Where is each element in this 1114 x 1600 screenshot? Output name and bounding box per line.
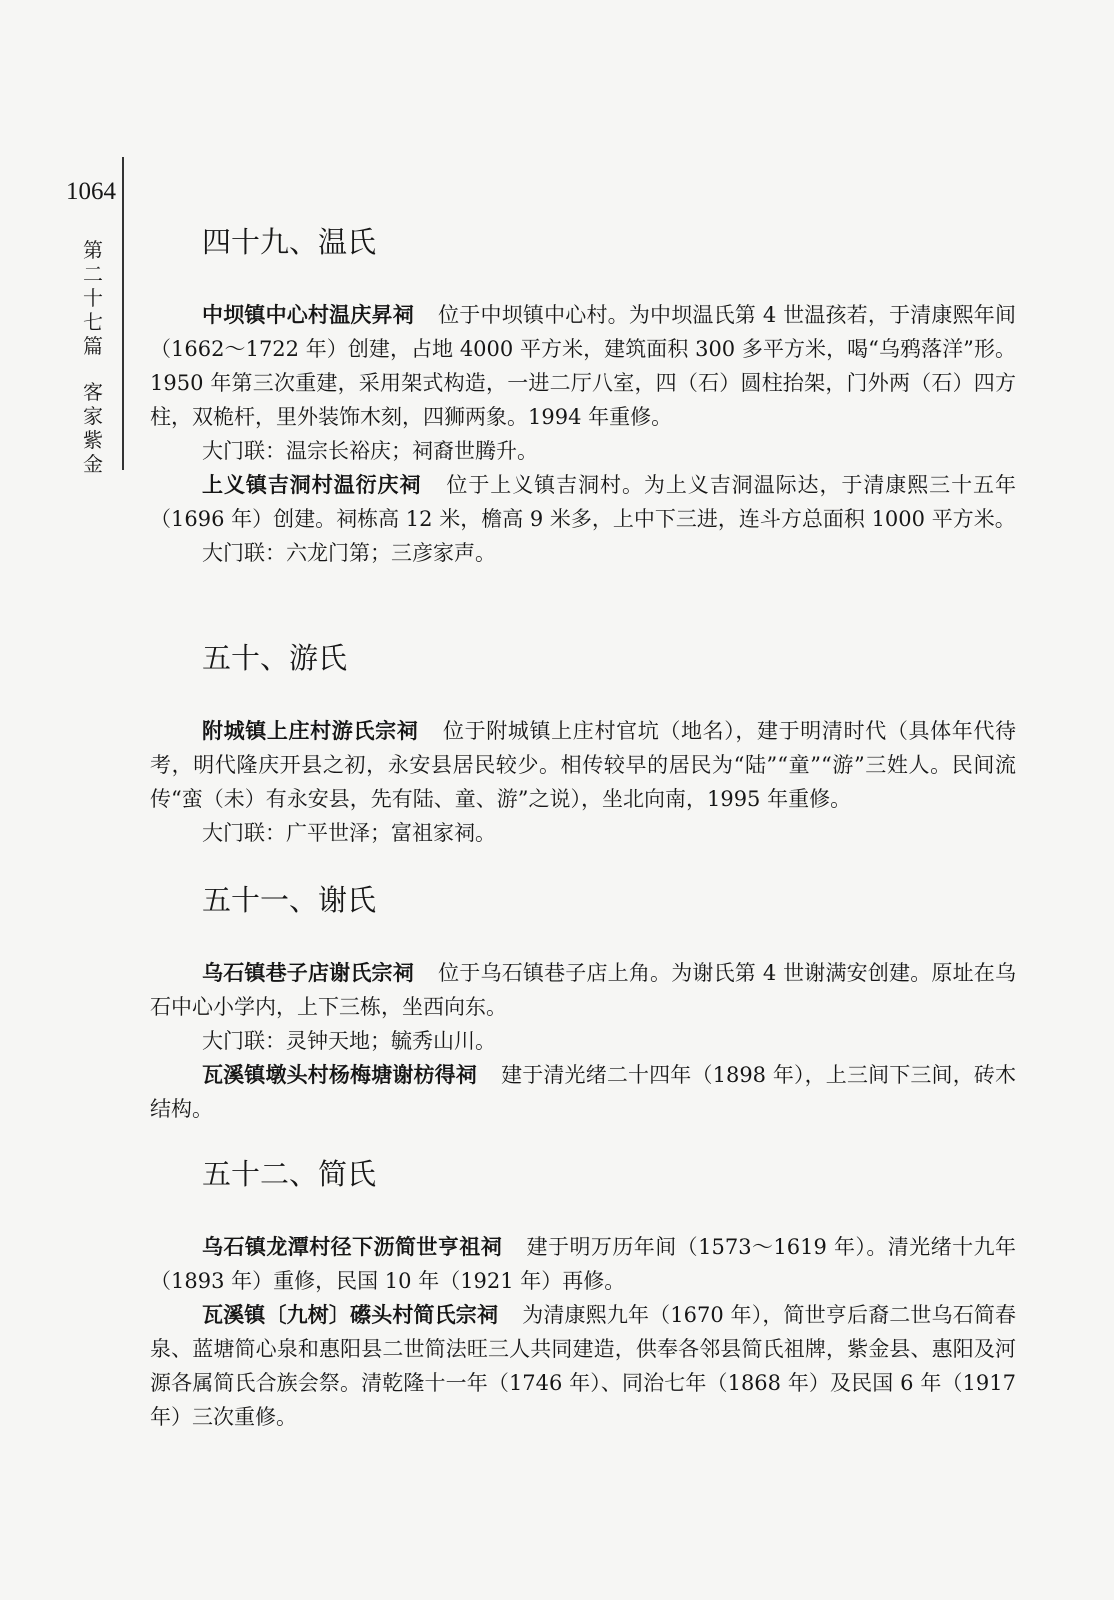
section-heading: 五十、游氏 xyxy=(202,641,348,675)
running-head-char: 十 xyxy=(83,286,103,310)
section-you xyxy=(150,638,1016,850)
entry-text: 位于附城镇上庄村官坑（地名），建于明清时代（具体年代待考，明代隆庆开县之初，永安县居民较少。相传较早的居民为“陆”“童”“游”三姓人。民间流传“蛮（未）有永安县，先有陆、童、游”之说），坐北向南，1995 年重修。 xyxy=(150,719,1017,811)
margin-rule xyxy=(122,157,124,470)
entry-text: 为清康熙九年（1670 年），简世亨后裔二世乌石简春泉、蓝塘简心泉和惠阳县二世简法旺三人共同建造，供奉各邻县简氏祖牌，紫金县、惠阳及河源各属简氏合族会祭。清乾隆十一年（1746 年）、同治七年（1868 年）及民国 6 年（1917 年）三次重修。 xyxy=(150,1303,1016,1429)
running-head-char: 第 xyxy=(83,238,103,262)
entry-name: 瓦溪镇墩头村杨梅塘谢枋得祠 xyxy=(202,1063,477,1087)
entry-name: 瓦溪镇〔九树〕礤头村简氏宗祠 xyxy=(202,1303,499,1327)
entry-text: 建于清光绪二十四年（1898 年），上三间下三间，砖木结构。 xyxy=(150,1063,1017,1121)
running-head-char: 二 xyxy=(83,262,103,286)
entry-text: 位于乌石镇巷子店上角。为谢氏第 4 世谢满安创建。原址在乌石中心小学内，上下三栋，坐西向东。 xyxy=(150,961,1016,1019)
entry-paragraph xyxy=(150,298,1016,434)
entry-name: 乌石镇巷子店谢氏宗祠 xyxy=(202,961,414,985)
section-heading: 五十一、谢氏 xyxy=(202,883,377,917)
entry-couplet: 大门联：广平世泽；富祖家祠。 xyxy=(202,821,496,845)
section-heading: 五十二、简氏 xyxy=(202,1157,377,1191)
entry-paragraph xyxy=(150,468,1016,536)
entry-text: 位于上义镇吉洞村。为上义吉洞温际达，于清康熙三十五年（1696 年）创建。祠栋高 12 米，檐高 9 米多，上中下三进，连斗方总面积 1000 平方米。 xyxy=(150,473,1017,531)
entry-couplet: 大门联：六龙门第；三彦家声。 xyxy=(202,541,496,565)
running-head-char: 紫 xyxy=(83,428,103,452)
entry-couplet: 大门联：温宗长裕庆；祠裔世腾升。 xyxy=(202,439,538,463)
section-wen xyxy=(150,222,1016,570)
section-xie xyxy=(150,880,1016,1126)
entry-name: 附城镇上庄村游氏宗祠 xyxy=(202,719,419,743)
entry-paragraph xyxy=(150,956,1016,1024)
section-heading: 四十九、温氏 xyxy=(202,225,377,259)
entry-paragraph xyxy=(150,1058,1016,1126)
running-head-char: 家 xyxy=(83,404,103,428)
entry-paragraph xyxy=(150,714,1016,816)
running-head-char: 金 xyxy=(83,452,103,476)
running-head-char: 七 xyxy=(83,310,103,334)
running-head-char: 篇 xyxy=(83,334,103,358)
entry-name: 乌石镇龙潭村径下沥简世亨祖祠 xyxy=(202,1235,503,1259)
entry-paragraph xyxy=(150,1298,1016,1434)
running-head xyxy=(80,238,106,476)
entry-couplet: 大门联：灵钟天地；毓秀山川。 xyxy=(202,1029,496,1053)
entry-text: 建于明万历年间（1573～1619 年）。清光绪十九年（1893 年）重修，民国 10 年（1921 年）再修。 xyxy=(150,1235,1017,1293)
section-jian xyxy=(150,1154,1016,1434)
entry-name: 中坝镇中心村温庆昇祠 xyxy=(202,303,414,327)
entry-paragraph xyxy=(150,1230,1016,1298)
entry-text: 位于中坝镇中心村。为中坝温氏第 4 世温孩若，于清康熙年间（1662～1722 年）创建，占地 4000 平方米，建筑面积 300 多平方米，喝“乌鸦落洋”形。1950 年第三次重建，采用架式构造，一进二厅八室，四（石）圆柱抬架，门外两（石）四方柱，双桅杆，里外装饰木刻，四狮两象。1994 年重修。 xyxy=(150,303,1016,429)
running-head-char: 客 xyxy=(83,380,103,404)
page-number: 1064 xyxy=(66,178,116,205)
entry-name: 上义镇吉洞村温衍庆祠 xyxy=(202,473,422,497)
